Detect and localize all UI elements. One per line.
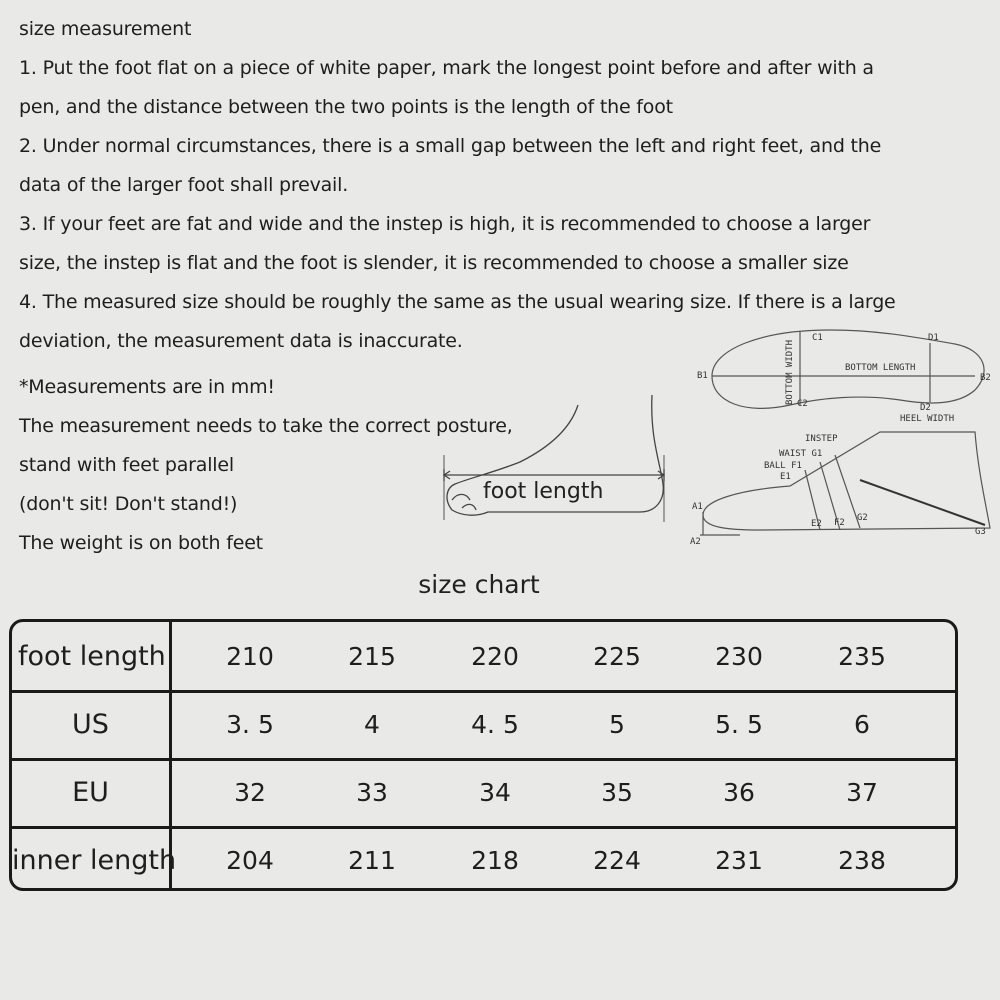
table-cell: 3. 5 [226, 709, 274, 739]
c1-label: C1 [812, 333, 823, 343]
ball-label: BALL F1 [764, 461, 802, 471]
size-chart-table [9, 619, 958, 891]
table-cell: 32 [234, 777, 266, 807]
table-cell: 218 [471, 845, 519, 875]
note-line: (don't sit! Don't stand!) [19, 493, 238, 515]
table-cell: 6 [854, 709, 870, 739]
g2-label: G2 [857, 513, 868, 523]
table-cell: 225 [593, 641, 641, 671]
instruction-line: 4. The measured size should be roughly the same as the usual wearing size. If there is a large [19, 291, 896, 313]
note-line: The measurement needs to take the correct posture, [19, 415, 513, 437]
f2-label: F2 [834, 518, 845, 528]
a1-label: A1 [692, 502, 703, 512]
table-cell: 238 [838, 845, 886, 875]
b2-label: B2 [980, 373, 991, 383]
table-cell: 5. 5 [715, 709, 763, 739]
heel-width-label: HEEL WIDTH [900, 414, 955, 424]
bottom-length-label: BOTTOM LENGTH [845, 363, 916, 373]
last-side-diagram [700, 432, 990, 535]
table-cell: 230 [715, 641, 763, 671]
table-cell: 231 [715, 845, 763, 875]
note-line: The weight is on both feet [19, 532, 263, 554]
waist-label: WAIST G1 [779, 449, 823, 459]
c2-label: C2 [797, 399, 808, 409]
instructions-heading: size measurement [19, 18, 192, 40]
table-cell: 35 [601, 777, 633, 807]
instruction-line: pen, and the distance between the two points is the length of the foot [19, 96, 673, 118]
table-cell: 34 [479, 777, 511, 807]
table-cell: 215 [348, 641, 396, 671]
table-row-foot-length [12, 622, 955, 693]
table-row-us [12, 690, 955, 761]
table-row-eu [12, 758, 955, 829]
table-cell: 37 [846, 777, 878, 807]
instruction-line: 1. Put the foot flat on a piece of white paper, mark the longest point before and after with a [19, 57, 874, 79]
row-header: US [12, 690, 172, 758]
foot-length-label: foot length [483, 479, 604, 504]
table-cell: 4. 5 [471, 709, 519, 739]
instruction-line: 3. If your feet are fat and wide and the instep is high, it is recommended to choose a larger [19, 213, 871, 235]
table-cell: 235 [838, 641, 886, 671]
size-chart-title: size chart [418, 570, 540, 599]
table-cell: 211 [348, 845, 396, 875]
instep-label: INSTEP [805, 434, 838, 444]
a2-label: A2 [690, 537, 701, 547]
table-cell: 5 [609, 709, 625, 739]
table-cell: 224 [593, 845, 641, 875]
d2-label: D2 [920, 403, 931, 413]
instruction-line: size, the instep is flat and the foot is slender, it is recommended to choose a smaller size [19, 252, 849, 274]
e2-label: E2 [811, 519, 822, 529]
instruction-line: data of the larger foot shall prevail. [19, 174, 349, 196]
table-cell: 220 [471, 641, 519, 671]
table-cell: 36 [723, 777, 755, 807]
table-cell: 4 [364, 709, 380, 739]
instruction-line: deviation, the measurement data is inaccurate. [19, 330, 463, 352]
row-header: EU [12, 758, 172, 826]
note-line: *Measurements are in mm! [19, 376, 275, 398]
d1-label: D1 [928, 333, 939, 343]
note-line: stand with feet parallel [19, 454, 234, 476]
table-cell: 210 [226, 641, 274, 671]
g3-label: G3 [975, 527, 986, 537]
table-row-inner-length [12, 826, 955, 891]
row-header: inner length [12, 826, 172, 891]
e1-label: E1 [780, 472, 791, 482]
table-cell: 204 [226, 845, 274, 875]
table-cell: 33 [356, 777, 388, 807]
bottom-width-label: BOTTOM WIDTH [785, 339, 795, 405]
row-header: foot length [12, 622, 172, 690]
instruction-line: 2. Under normal circumstances, there is a small gap between the left and right feet, and the [19, 135, 882, 157]
b1-label: B1 [697, 371, 708, 381]
